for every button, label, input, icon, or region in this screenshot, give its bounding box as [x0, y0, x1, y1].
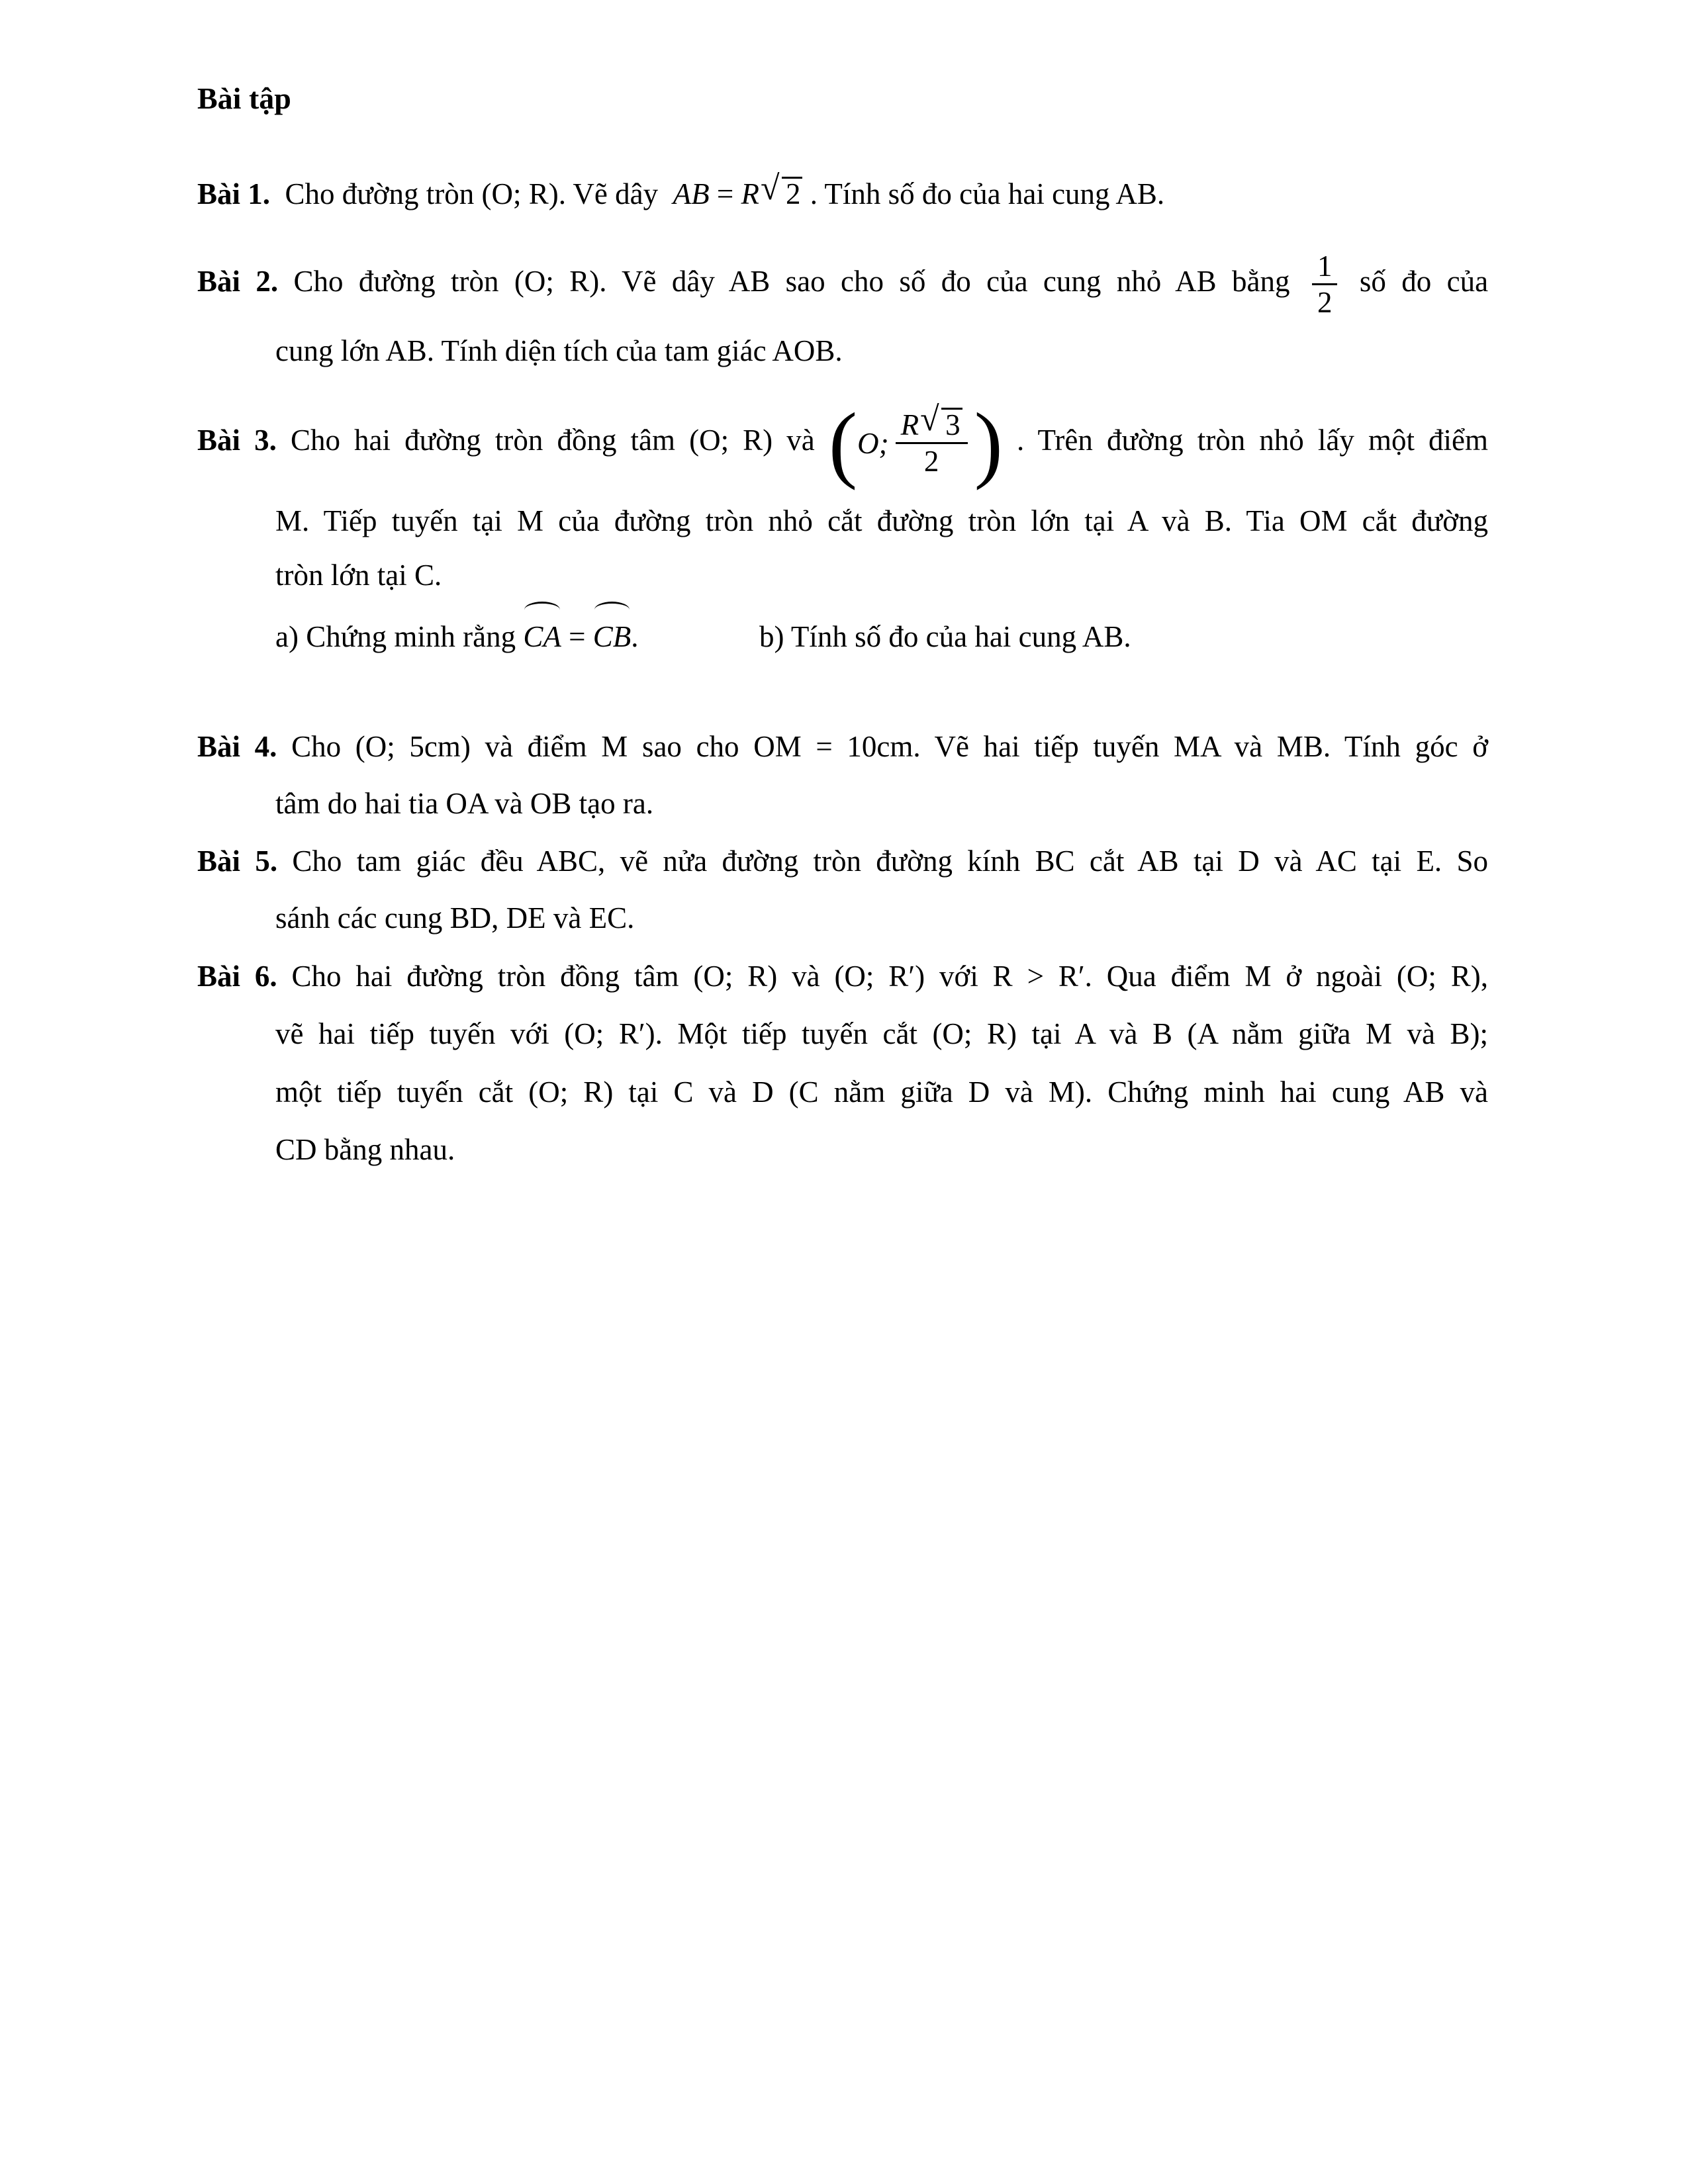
exercise-2-frac-den: 2 [1317, 286, 1333, 320]
exercise-6-line-1 [197, 948, 1488, 1005]
exercise-3-frac-den: 2 [923, 445, 939, 478]
exercise-3-arc-cb: CB [593, 607, 632, 666]
exercise-5 [197, 833, 1488, 946]
exercise-6-line-4: CD bằng nhau. [275, 1133, 455, 1166]
exercise-1-math-r: R [741, 177, 759, 210]
exercise-1-text-a: Cho đường tròn (O; R). Vẽ dây [285, 177, 659, 210]
exercise-3-radical [941, 408, 962, 440]
exercise-4 [197, 718, 1488, 832]
exercise-3-fraction [896, 408, 968, 478]
exercise-3-arc-eq: = [569, 619, 586, 653]
exercise-2-line-2: cung lớn AB. Tính diện tích của tam giác AOB. [275, 334, 843, 368]
exercise-2-line-1 [197, 245, 1488, 320]
exercise-3-line-3: tròn lớn tại C. [275, 558, 442, 592]
exercise-2-text-b: số đo của [1359, 265, 1489, 298]
exercise-4-line-1 [197, 718, 1488, 775]
exercise-1-radical [782, 177, 803, 209]
exercise-6-line-2: vẽ hai tiếp tuyến với (O; R′). Một tiếp tuyến cắt (O; R) tại A và B (A nằm giữa M và B); [275, 1017, 1488, 1050]
exercise-3-line-2: M. Tiếp tuyến tại M của đường tròn nhỏ cắt đường tròn lớn tại A và B. Tia OM cắt đường [275, 504, 1488, 537]
exercise-3 [197, 397, 1488, 666]
exercise-3-math-o: O; [857, 426, 889, 460]
exercise-5-line-1 [197, 833, 1488, 889]
exercise-3-frac-num [896, 408, 968, 444]
exercise-3-arc-ca: CA [523, 607, 561, 666]
exercise-2-frac-num: 1 [1312, 249, 1338, 285]
exercise-1-text-b: . Tính số đo của hai cung AB. [810, 177, 1165, 210]
exercise-6-text-a: Cho hai đường tròn đồng tâm (O; R) và (O; R′) với R > R′. Qua điểm M ở ngoài (O; R), [291, 960, 1488, 993]
exercise-3-part-a: a) Chứng minh rằng [275, 619, 516, 653]
exercise-3-text-a: Cho hai đường tròn đồng tâm (O; R) và [290, 424, 815, 457]
exercise-1-radicand: 2 [785, 177, 801, 210]
exercise-3-line-1 [197, 395, 1489, 491]
exercise-3-radicand: 3 [945, 408, 961, 442]
exercise-3-number: Bài 3. [197, 424, 277, 457]
exercise-3-circle-expr: ( O; $\frac{R√ 3}{2}$ ) [829, 400, 1003, 486]
exercise-6 [197, 948, 1488, 1178]
exercise-5-number: Bài 5. [197, 844, 278, 878]
exercise-4-line-2: tâm do hai tia OA và OB tạo ra. [275, 787, 654, 820]
exercise-6-number: Bài 6. [197, 960, 277, 993]
exercise-2-number: Bài 2. [197, 265, 279, 298]
exercise-4-number: Bài 4. [197, 730, 277, 763]
exercise-3-text-b: . Trên đường tròn nhỏ lấy một điểm [1017, 424, 1489, 457]
exercise-1-math-eq: = [716, 177, 734, 210]
page-title: Bài tập [197, 81, 291, 115]
exercise-1-math-lhs: AB [673, 177, 710, 210]
exercise-3-parts [197, 607, 1488, 666]
exercise-6-line-3: một tiếp tuyến cắt (O; R) tại C và D (C nằm giữa D và M). Chứng minh hai cung AB và [275, 1075, 1488, 1109]
exercise-5-text-a: Cho tam giác đều ABC, vẽ nửa đường tròn đường kính BC cắt AB tại D và AC tại E. So [292, 844, 1489, 878]
exercise-4-text-a: Cho (O; 5cm) và điểm M sao cho OM = 10cm. Vẽ hai tiếp tuyến MA và MB. Tính góc ở [291, 730, 1488, 763]
exercise-2-fraction [1312, 249, 1338, 320]
exercise-3-part-a-end: . [631, 619, 639, 653]
exercise-3-part-b: b) Tính số đo của hai cung AB. [759, 619, 1131, 653]
exercise-3-math-r: R [900, 408, 919, 442]
exercise-1 [197, 165, 1488, 222]
exercise-1-number: Bài 1. [197, 177, 271, 210]
exercise-5-line-2: sánh các cung BD, DE và EC. [275, 901, 635, 934]
exercise-2-text-a: Cho đường tròn (O; R). Vẽ dây AB sao cho số đo của cung nhỏ AB bằng [293, 265, 1290, 298]
exercise-2 [197, 245, 1488, 379]
